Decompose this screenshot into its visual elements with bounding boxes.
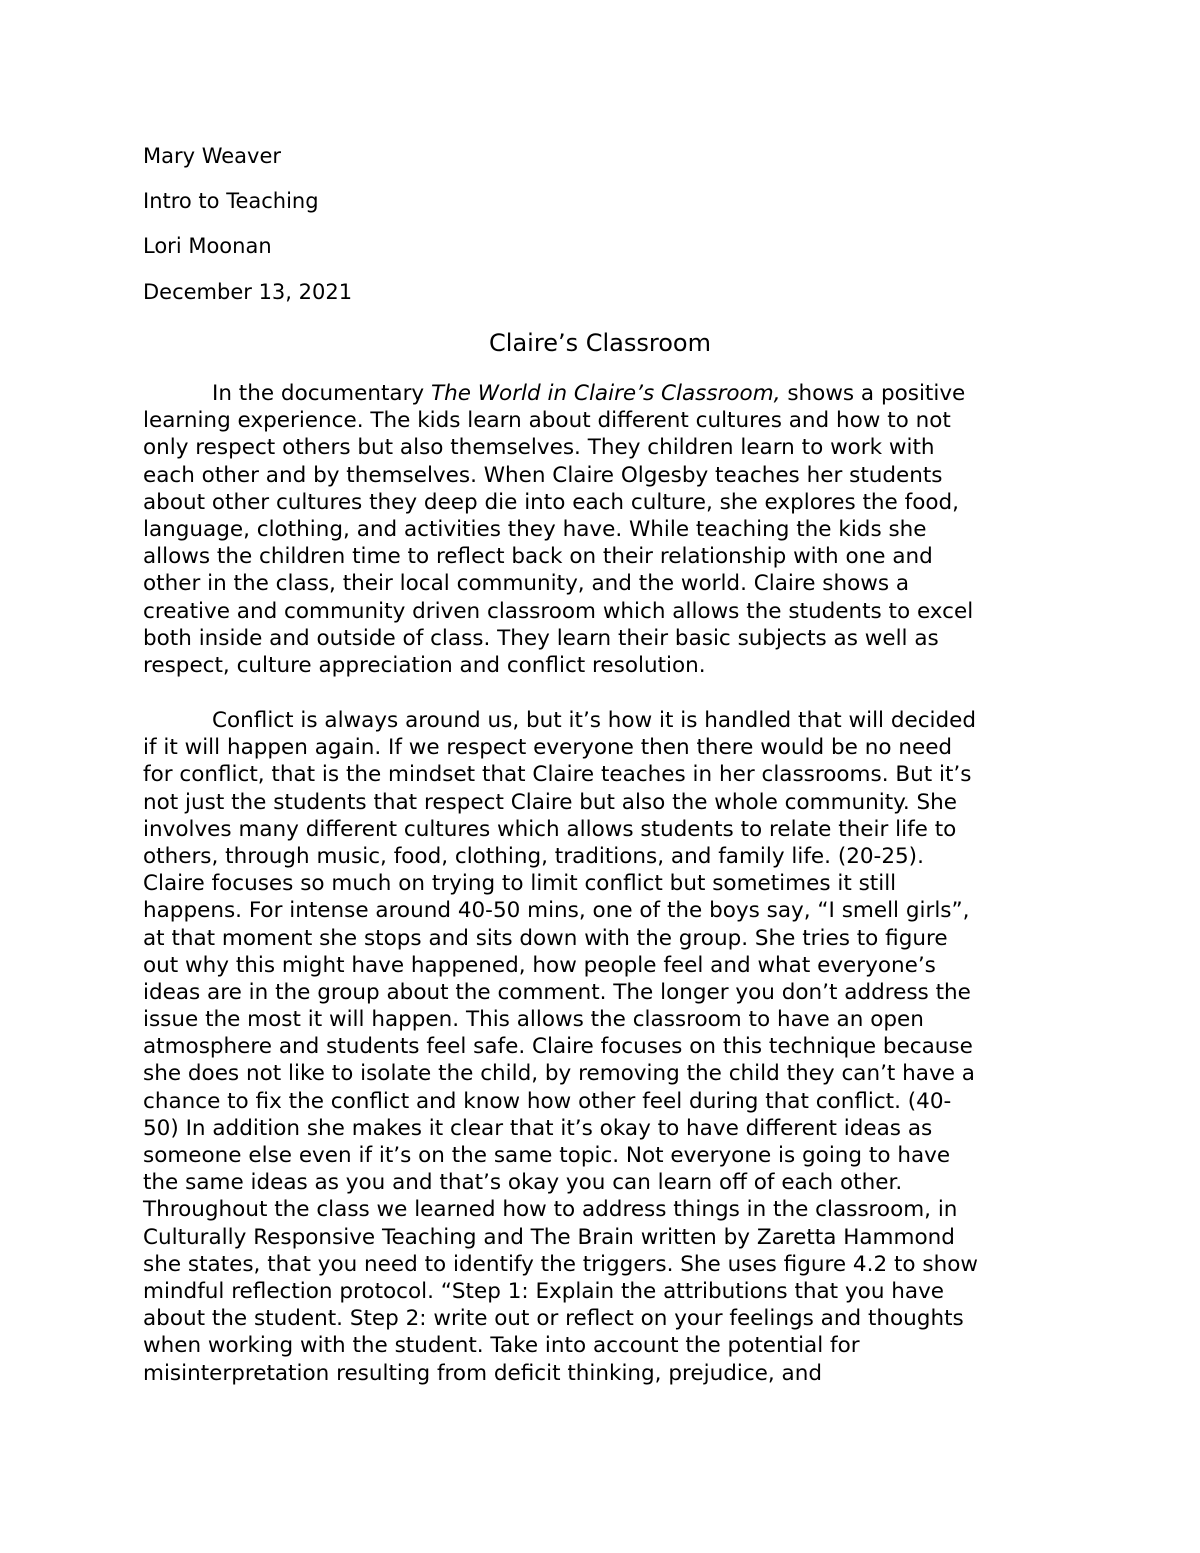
paragraph-line: someone else even if it’s on the same topic. Not everyone is going to have (143, 1143, 951, 1168)
paragraph-line: misinterpretation resulting from deficit thinking, prejudice, and (143, 1360, 822, 1386)
paragraph-line: about other cultures they deep die into each culture, she explores the food, (143, 489, 959, 515)
paragraph-line: the same ideas as you and that’s okay you can learn off of each other. (143, 1170, 903, 1196)
paragraph-line: atmosphere and students feel safe. Claire focuses on this technique because (143, 1034, 973, 1060)
document-title: Claire’s Classroom (489, 329, 711, 357)
paragraph-line: only respect others but also themselves. They children learn to work with (143, 435, 935, 461)
intro-text: In the documentary (212, 381, 431, 406)
paragraph-line: respect, culture appreciation and conflict resolution. (143, 652, 706, 678)
paragraph-line: not just the students that respect Claire but also the whole community. She (143, 789, 958, 815)
paragraph-line: creative and community driven classroom which allows the students to excel (143, 598, 974, 624)
film-title: The World in Claire’s Classroom, (430, 381, 781, 406)
paragraph-line: she does not like to isolate the child, by removing the child they can’t have a (143, 1061, 975, 1087)
paragraph-line: ideas are in the group about the comment. The longer you don’t address the (143, 979, 971, 1005)
paragraph-1-first-line (143, 380, 1073, 407)
paragraph-line: if it will happen again. If we respect everyone then there would be no need (143, 735, 953, 761)
paragraph-line: happens. For intense around 40-50 mins, one of the boys say, “I smell girls”, (143, 898, 970, 924)
instructor-name: Lori Moonan (143, 234, 272, 258)
paragraph-line: each other and by themselves. When Claire Olgesby teaches her students (143, 462, 943, 488)
paragraph-line: allows the children time to reflect back on their relationship with one and (143, 544, 933, 570)
course-name: Intro to Teaching (143, 189, 319, 213)
paragraph-line: chance to fix the conflict and know how other feel during that conflict. (40- (143, 1088, 952, 1114)
paragraph-line: Conflict is always around us, but it’s how it is handled that will decided (212, 708, 977, 733)
paragraph-line: learning experience. The kids learn about different cultures and how to not (143, 408, 951, 434)
paragraph-line: involves many different cultures which allows students to relate their life to (143, 816, 957, 842)
paragraph-line: out why this might have happened, how people feel and what everyone’s (143, 952, 936, 978)
paragraph-line: about the student. Step 2: write out or reflect on your feelings and thoughts (143, 1306, 964, 1332)
paragraph-line: other in the class, their local community, and the world. Claire shows a (143, 571, 910, 597)
paragraph-line: Culturally Responsive Teaching and The Brain written by Zaretta Hammond (143, 1224, 955, 1250)
paragraph-line: issue the most it will happen. This allows the classroom to have an open (143, 1007, 924, 1033)
paragraph-line: she states, that you need to identify the triggers. She uses figure 4.2 to show (143, 1251, 978, 1277)
paragraph-1 (143, 380, 1073, 679)
paragraph-line: for conflict, that is the mindset that Claire teaches in her classrooms. But it’s (143, 762, 972, 788)
paragraph-line: when working with the student. Take into account the potential for (143, 1333, 860, 1359)
paragraph-line: others, through music, food, clothing, traditions, and family life. (20-25). (143, 843, 924, 869)
paragraph-line: language, clothing, and activities they have. While teaching the kids she (143, 516, 927, 542)
submission-date: December 13, 2021 (143, 280, 353, 304)
paragraph-line: Claire focuses so much on trying to limit conflict but sometimes it still (143, 871, 897, 897)
paragraph-line: both inside and outside of class. They learn their basic subjects as well as (143, 625, 939, 651)
paragraph-line: at that moment she stops and sits down with the group. She tries to figure (143, 925, 948, 951)
intro-continuation: shows a positive (780, 381, 966, 406)
author-name: Mary Weaver (143, 144, 282, 168)
paragraph-2 (143, 707, 1073, 1387)
paragraph-line: mindful reflection protocol. “Step 1: Explain the attributions that you have (143, 1278, 945, 1304)
paragraph-line: 50) In addition she makes it clear that it’s okay to have different ideas as (143, 1115, 933, 1141)
paragraph-line: Throughout the class we learned how to address things in the classroom, in (143, 1197, 958, 1223)
